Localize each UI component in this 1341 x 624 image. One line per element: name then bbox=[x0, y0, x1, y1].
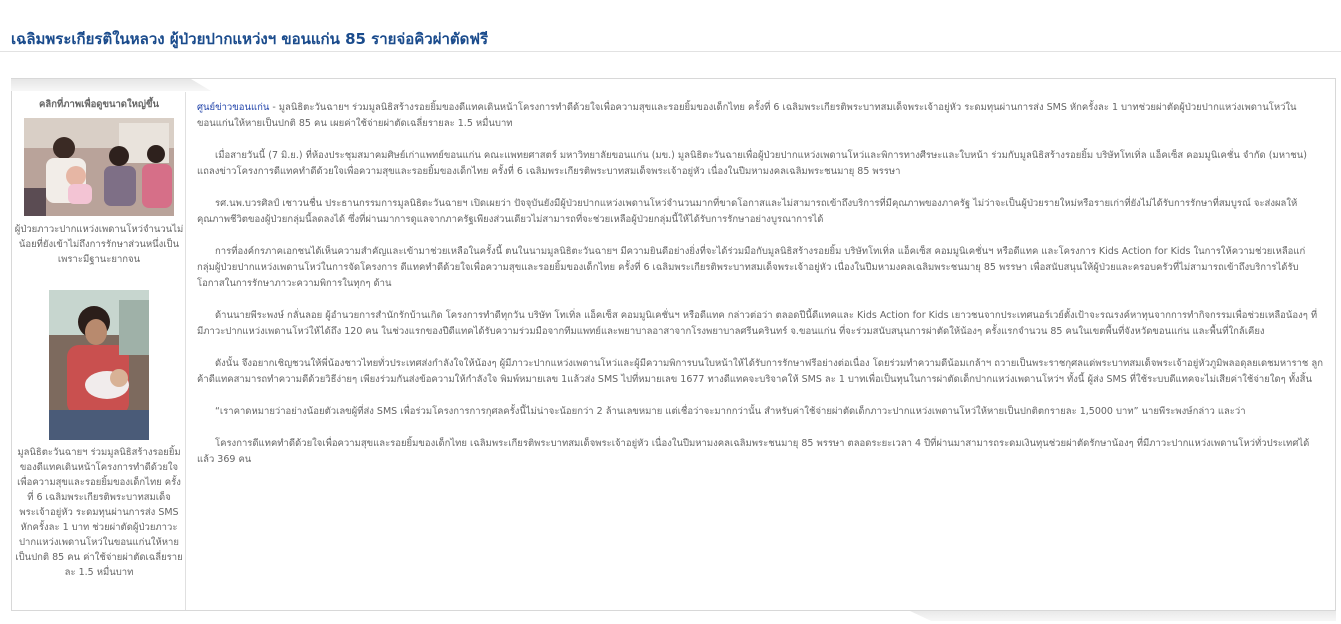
lead-text: - มูลนิธิตะวันฉายฯ ร่วมมูลนิธิสร้างรอยยิ้มของดีแทคเดินหน้าโครงการทำดีด้วยใจเพื่อความสุขและรอยยิ้มของเด็กไทย ครั้งที่ 6 เฉลิมพระเกียรติพระบาทสมเด็จพระเจ้าอยู่หัว ระดมทุนผ่านการส่ง SMS หักครั้งละ 1 บาทช่วยผ่าตัดผู้ป่วยปากแหว่งเพดานโหว่ในขอนแก่นให้หายเป็นปกติ 85 คน เผยค่าใช้จ่ายผ่าตัดเฉลี่ยรายละ 1.5 หมื่นบาท bbox=[197, 102, 1297, 129]
news-article bbox=[186, 92, 1331, 610]
photo-caption-1: ผู้ป่วยภาวะปากแหว่งเพดานโหว่จำนวนไม่น้อยที่ยังเข้าไม่ถึงการรักษาส่วนหนึ่งเป็นเพราะมีฐานะยากจน bbox=[14, 224, 184, 265]
page-title: เฉลิมพระเกียรติในหลวง ผู้ป่วยปากแหว่งฯ ขอนแก่น 85 รายจ่อคิวผ่าตัดฟรี bbox=[11, 30, 489, 48]
article-paragraph-5: ดังนั้น จึงอยากเชิญชวนให้พี่น้องชาวไทยทั่วประเทศส่งกำลังใจให้น้องๆ ผู้มีภาวะปากแหว่งเพดานโหว่และผู้มีความพิการบนใบหน้าให้ได้รับการรักษาฟรีอย่างต่อเนื่อง โดยร่วมทำความดีน้อมเกล้าฯ ถวายเป็นพระราชกุศลแด่พระบาทสมเด็จพระเจ้าอยู่หัวภูมิพลอดุลยเดชมหาราช ลูกค้าดีแทคสามารถทำความดีด้วยวิธีง่ายๆ เพียงร่วมกันส่งข้อความให้กำลังใจ พิมพ์หมายเลข 1แล้วส่ง SMS ไปที่หมายเลข 1677 ทางดีแทคจะบริจาคให้ SMS ละ 1 บาทเพื่อเป็นทุนในการผ่าตัดเด็กปากแหว่งเพดานโหว่ฯ ทั้งนี้ ผู้ส่ง SMS ที่ใช้ระบบดีแทคจะไม่เสียค่าใช้จ่ายใดๆ ทั้งสิ้น bbox=[197, 358, 1323, 385]
photo-mother-child-image bbox=[49, 290, 149, 440]
article-paragraph-2: รศ.นพ.บวรศิลป์ เชาวนชื่น ประธานกรรมการมูลนิธิตะวันฉายฯ เปิดเผยว่า ปัจจุบันยังมีผู้ป่วยปากแหว่งเพดานโหว่จำนวนมากที่ขาดโอกาสและไม่สามารถเข้าถึงบริการที่มีคุณภาพของภาครัฐ ไม่ว่าจะเป็นผู้ป่วยรายใหม่หรือรายเก่าที่ยังไม่ได้รับการรักษาที่สมบูรณ์ จะส่งผลให้คุณภาพชีวิตของผู้ป่วยกลุ่มนี้ลดลงได้ ซึ่งที่ผ่านมาการดูแลจากภาครัฐเพียงส่วนเดียวไม่สามารถที่จะช่วยเหลือผู้ป่วยกลุ่มนี้ให้ได้รับการรักษาอย่างบูรณาการได้ bbox=[197, 198, 1298, 225]
article-paragraph-3: การที่องค์กรภาคเอกชนได้เห็นความสำคัญและเข้ามาช่วยเหลือในครั้งนี้ ตนในนามมูลนิธิตะวันฉายฯ มีความยินดีอย่างยิ่งที่จะได้ร่วมมือกับมูลนิธิสร้างรอยยิ้ม บริษัทโทเทิ่ล แอ็คเซ็ส คอมมูนิเคชั่นฯ หรือดีแทค และโครงการ Kids Action for Kids ในการให้ความช่วยเหลือแก่กลุ่มผู้ป่วยปากแหว่งเพดานโหว่ในการจัดโครงการ ดีแทคทำดีด้วยใจเพื่อความสุขและรอยยิ้มของเด็กไทย ครั้งที่ 6 เฉลิมพระเกียรติพระบาทสมเด็จพระเจ้าอยู่หัว เนื่องในปีมหามงคลเฉลิมพระชนมายุ 85 พรรษา เพื่อสนับสนุนให้ผู้ป่วยและครอบครัวที่ไม่สามารถเข้าถึงบริการได้รับโอกาสในการรักษาภาวะความพิการในทุกๆ ด้าน bbox=[197, 246, 1306, 289]
article-paragraph-7: โครงการดีแทคทำดีด้วยใจเพื่อความสุขและรอยยิ้มของเด็กไทย เฉลิมพระเกียรติพระบาทสมเด็จพระเจ้าอยู่หัว เนื่องในปีมหามงคลเฉลิมพระชนมายุ 85 พรรษา ตลอดระยะเวลา 4 ปีที่ผ่านมาสามารถระดมเงินทุนช่วยผ่าตัดรักษาน้องๆ ที่มีภาวะปากแหว่งเพดานโหว่ทั่วประเทศได้แล้ว 369 คน bbox=[197, 438, 1310, 465]
frame-bottom-tab bbox=[910, 611, 1336, 621]
article-paragraph-6: “เราคาดหมายว่าอย่างน้อยตัวเลขผู้ที่ส่ง SMS เพื่อร่วมโครงการการกุศลครั้งนี้ไม่น่าจะน้อยกว่า 2 ล้านเลขหมาย แต่เชื่อว่าจะมากกว่านั้น สำหรับค่าใช้จ่ายผ่าตัดเด็กภาวะปากแหว่งเพดานโหว่ให้หายเป็นปกติตกรายละ 1,5000 บาท” นายพีระพงษ์กล่าว และว่า bbox=[215, 406, 1246, 417]
enlarge-hint: คลิกที่ภาพเพื่อดูขนาดใหญ่ขึ้น bbox=[39, 99, 159, 110]
photo-patients-waiting[interactable] bbox=[24, 118, 174, 216]
article-paragraph-1: เมื่อสายวันนี้ (7 มิ.ย.) ที่ห้องประชุมสมาคมศิษย์เก่าแพทย์ขอนแก่น คณะแพทยศาสตร์ มหาวิทยาลัยขอนแก่น (มข.) มูลนิธิตะวันฉายเพื่อผู้ป่วยปากแหว่งเพดานโหว่และพิการทางศีรษะและใบหน้า ร่วมกับมูลนิธิสร้างรอยยิ้ม บริษัทโทเทิ่ล แอ็คเซ็ส คอมมูนิเคชั่น จำกัด (มหาชน) แถลงข่าวโครงการดีแทคทำดีด้วยใจเพื่อความสุขและรอยยิ้มของเด็กไทย ครั้งที่ 6 เฉลิมพระเกียรติพระบาทสมเด็จพระเจ้าอยู่หัว เนื่องในปีมหามงคลเฉลิมพระชนมายุ 85 พรรษา bbox=[197, 150, 1307, 177]
article-paragraph-4: ด้านนายพีระพงษ์ กลั่นลอย ผู้อำนวยการสำนักรักบ้านเกิด โครงการทำดีทุกวัน บริษัท โทเทิ่ล แอ็คเซ็ส คอมมูนิเคชั่นฯ หรือดีแทค กล่าวต่อว่า ตลอดปีนี้ดีแทคและ Kids Action for Kids เยาวชนจากประเทศนอร์เวย์ตั้งเป้าจะรณรงค์หาทุนจากการทำกิจกรรมเพื่อช่วยเหลือน้องๆ ที่มีภาวะปากแหว่งเพดานโหว่ให้ได้ถึง 120 คน ในช่วงแรกของปีดีแทคได้รับความร่วมมือจากทีมแพทย์และพยาบาลอาสาจากโรงพยาบาลศรีนครินทร์ จ.ขอนแก่น ที่จะร่วมสนับสนุนการผ่าตัดให้น้องๆ ครั้งแรกจำนวน 85 คนในเขตพื้นที่จังหวัดขอนแก่น และพื้นที่ใกล้เคียง bbox=[197, 310, 1318, 337]
photo-caption-2: มูลนิธิตะวันฉายฯ ร่วมมูลนิธิสร้างรอยยิ้มของดีแทคเดินหน้าโครงการทำดีด้วยใจเพื่อความสุขและรอยยิ้มของเด็กไทย ครั้งที่ 6 เฉลิมพระเกียรติพระบาทสมเด็จพระเจ้าอยู่หัว ระดมทุนผ่านการส่ง SMS หักครั้งละ 1 บาท ช่วยผ่าตัดผู้ป่วยภาวะปากแหว่งเพดานโหว่ในขอนแก่นให้หายเป็นปกติ 85 คน ค่าใช้จ่ายผ่าตัดเฉลี่ยรายละ 1.5 หมื่นบาท bbox=[15, 447, 183, 578]
photo-patients-waiting-image bbox=[24, 118, 174, 216]
title-divider bbox=[0, 51, 1341, 52]
photo-mother-child[interactable] bbox=[49, 290, 149, 440]
photo-sidebar bbox=[12, 92, 186, 610]
source-link[interactable]: ศูนย์ข่าวขอนแก่น bbox=[197, 102, 270, 113]
frame-top-tab bbox=[11, 79, 211, 91]
article-lead bbox=[197, 100, 1323, 132]
